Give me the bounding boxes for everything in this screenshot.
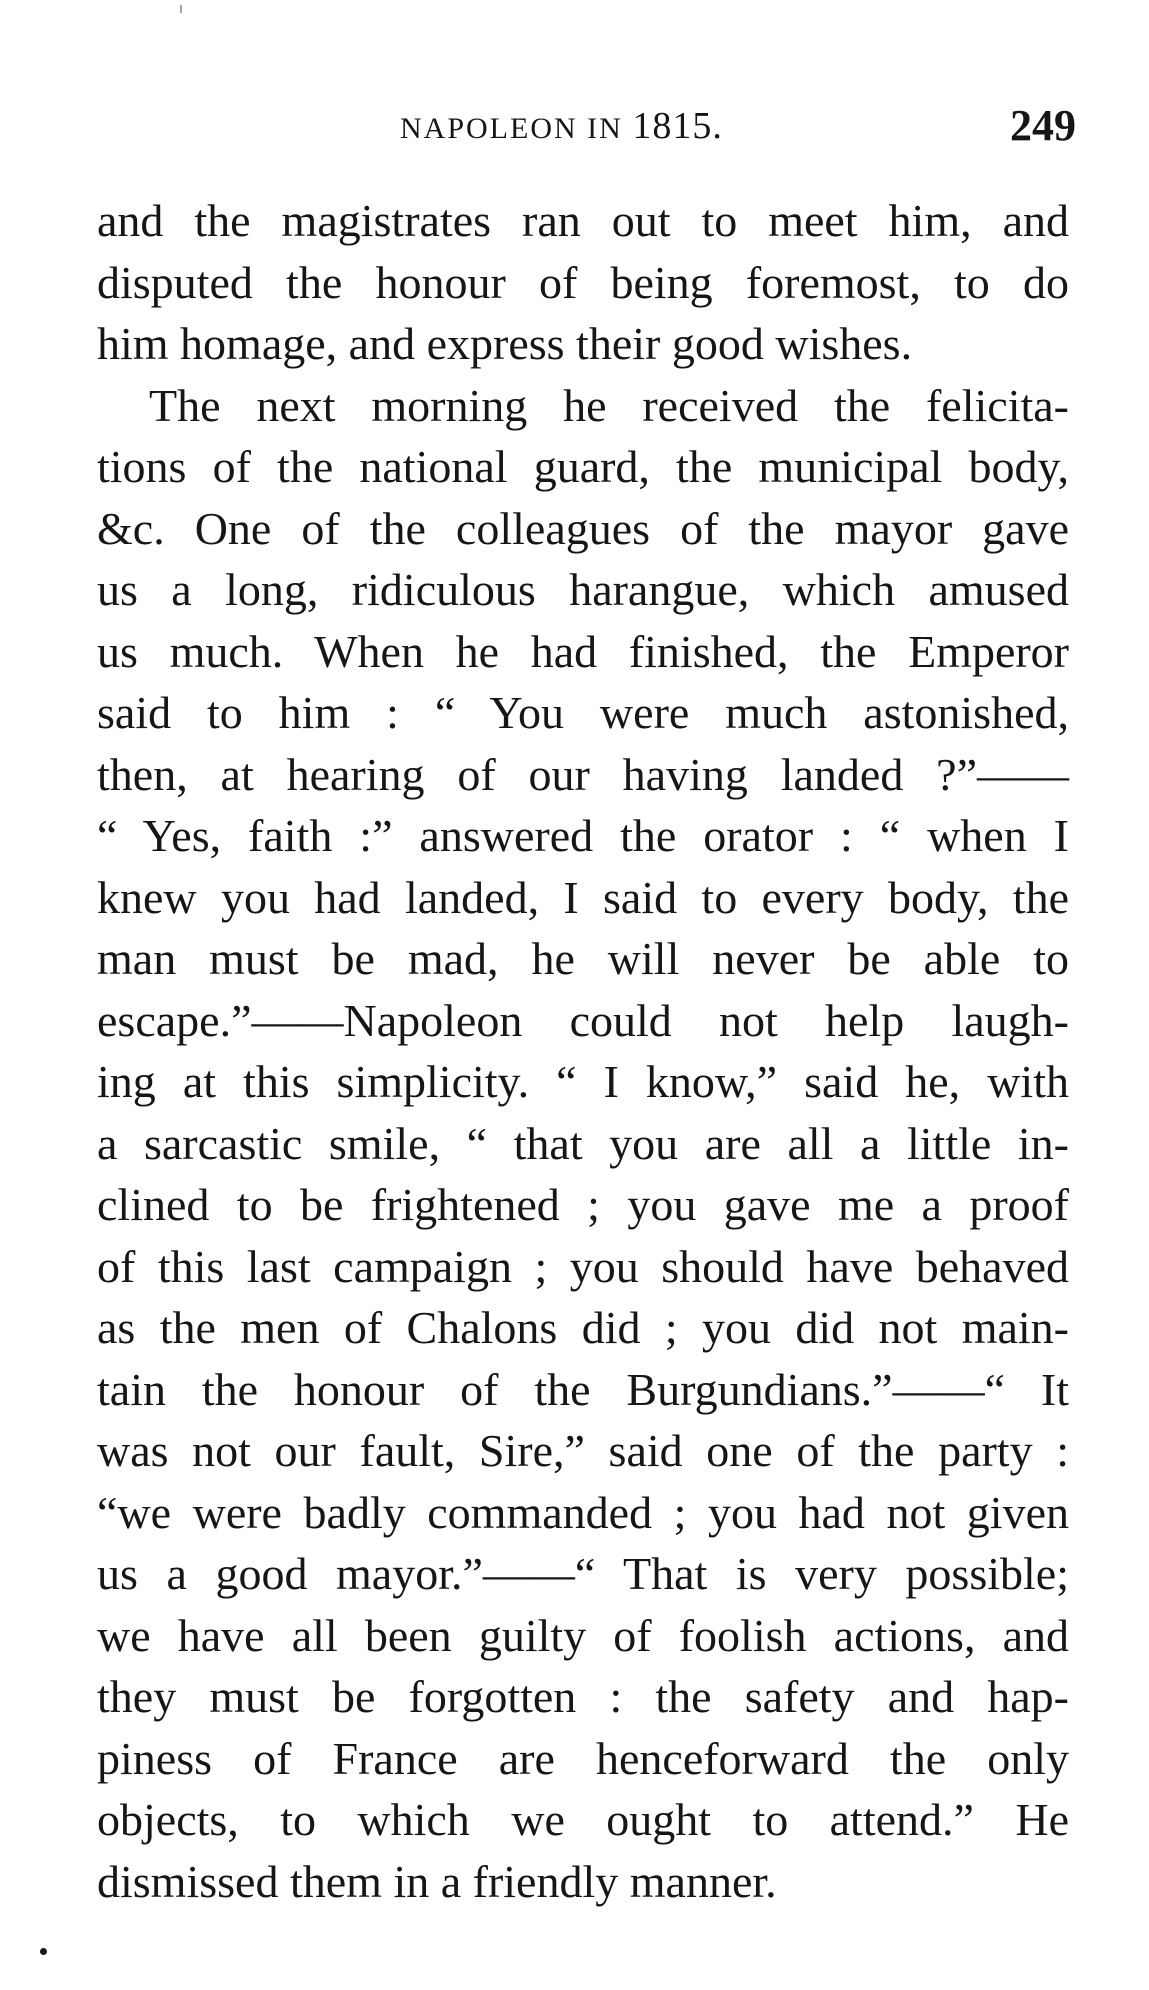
stray-dot — [40, 1948, 47, 1955]
text-line: The next morning he received the felicita- — [149, 379, 1069, 431]
text-line: &c. One of the colleagues of the mayor gave — [97, 502, 1069, 554]
text-line: tain the honour of the Burgundians.”——“ It — [97, 1363, 1069, 1415]
text-line: we have all been guilty of foolish actions, and — [97, 1609, 1069, 1661]
text-line: dismissed them in a friendly manner. — [97, 1855, 777, 1907]
text-line: they must be forgotten : the safety and hap- — [97, 1671, 1069, 1722]
stray-mark — [180, 5, 182, 13]
body-text — [97, 190, 1069, 1912]
running-head — [0, 100, 1149, 160]
text-line: us much. When he had finished, the Emperor — [97, 625, 1069, 677]
text-line: us a long, ridiculous harangue, which amused — [97, 564, 1069, 615]
running-title — [400, 104, 723, 148]
text-line: tions of the national guard, the municipal body, — [97, 441, 1069, 492]
text-line: of this last campaign ; you should have behaved — [97, 1240, 1069, 1292]
page-number: 249 — [1010, 101, 1076, 150]
text-line: then, at hearing of our having landed ?”—— — [97, 748, 1069, 800]
text-line: man must be mad, he will never be able to — [97, 933, 1069, 984]
text-line: said to him : “ You were much astonished, — [97, 687, 1069, 738]
text-line: piness of France are henceforward the only — [97, 1732, 1069, 1784]
text-line: objects, to which we ought to attend.” He — [97, 1794, 1069, 1845]
text-line: clined to be frightened ; you gave me a proof — [97, 1179, 1069, 1230]
text-line: “ Yes, faith :” answered the orator : “ when I — [97, 810, 1069, 861]
text-line: him homage, and express their good wishes. — [97, 318, 913, 369]
text-line: as the men of Chalons did ; you did not main- — [97, 1302, 1069, 1353]
text-line: was not our fault, Sire,” said one of the party : — [97, 1425, 1069, 1476]
running-title-text: NAPOLEON IN — [400, 112, 623, 145]
text-line: “we were badly commanded ; you had not given — [97, 1486, 1069, 1538]
text-line: and the magistrates ran out to meet him, and — [97, 195, 1069, 246]
text-line: disputed the honour of being foremost, to do — [97, 256, 1069, 308]
text-line: us a good mayor.”——“ That is very possible; — [97, 1548, 1069, 1599]
text-line: escape.”——Napoleon could not help laugh- — [97, 994, 1069, 1046]
text-line: a sarcastic smile, “ that you are all a little in- — [97, 1117, 1069, 1169]
text-line: knew you had landed, I said to every body, the — [97, 871, 1069, 923]
text-line: ing at this simplicity. “ I know,” said he, with — [97, 1056, 1069, 1107]
running-title-year: 1815. — [632, 105, 723, 147]
